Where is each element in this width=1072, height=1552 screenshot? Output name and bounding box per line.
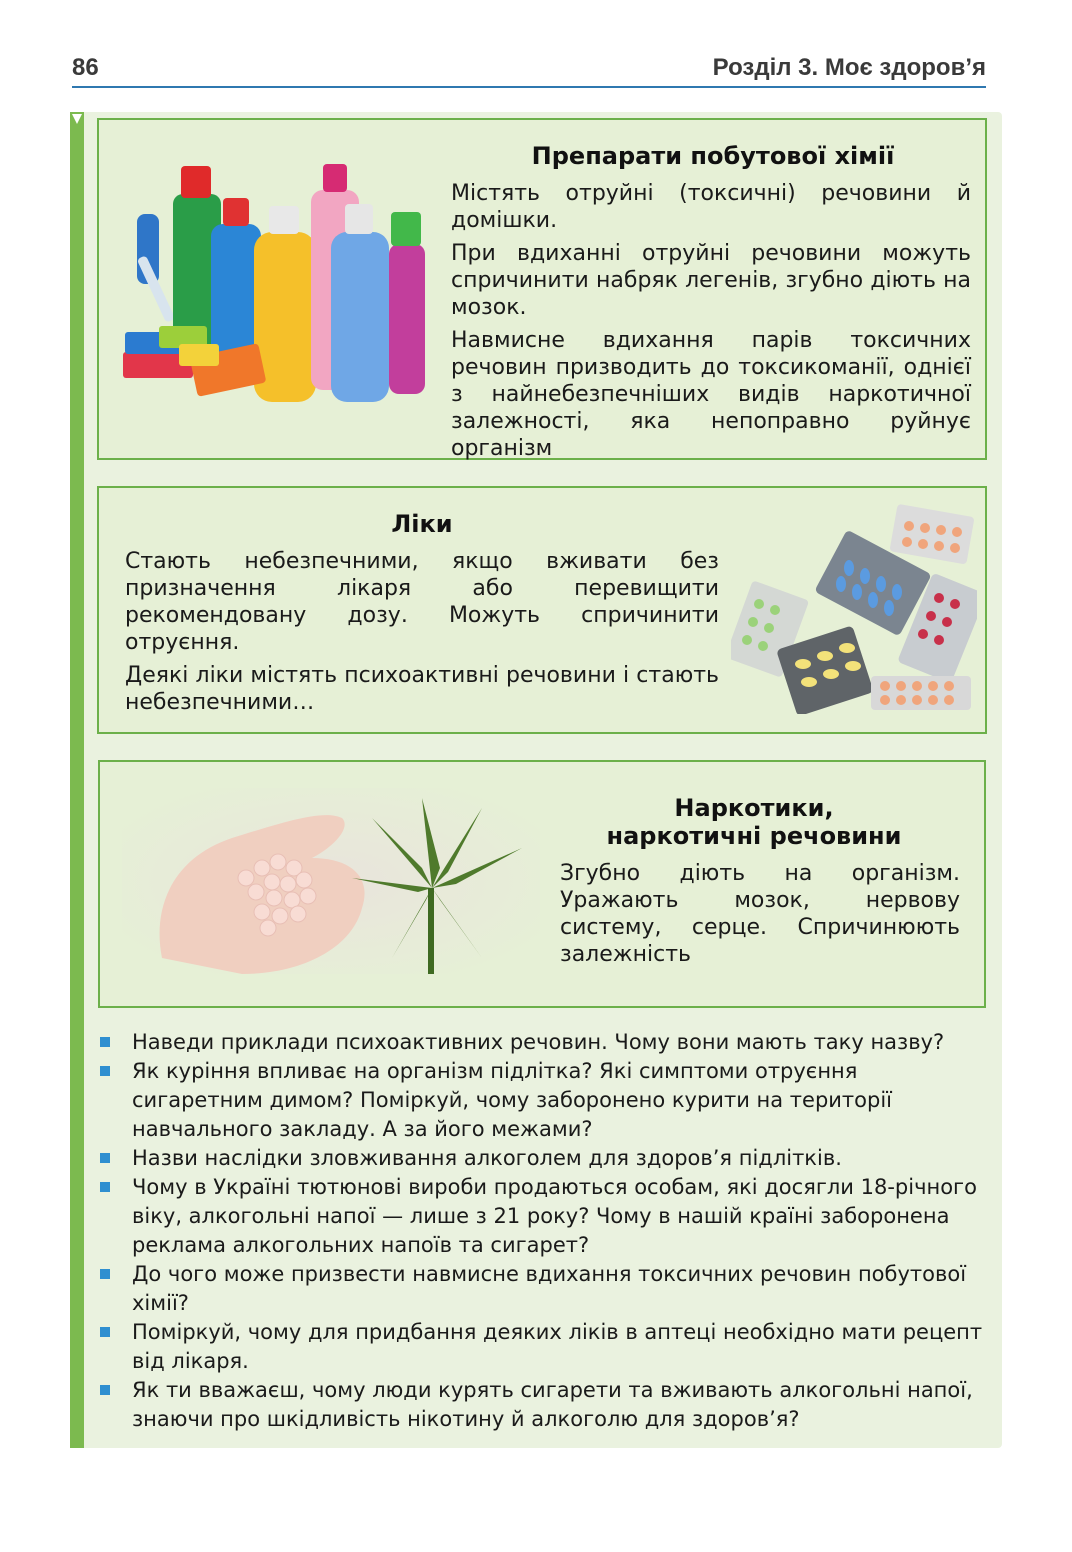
question-item	[100, 1173, 988, 1260]
question-item	[100, 1057, 988, 1144]
panel-side-bar	[70, 112, 84, 1448]
chapter-title: Розділ 3. Моє здоров’я	[712, 54, 986, 81]
household-paragraph: Навмисне вдихання парів токсичних речовин призводить до токсикоманії, однієї з найнебезпечніших видів наркотичної залежності, яка непоправно руйнує організм	[451, 328, 971, 461]
square-bullet-icon	[100, 1037, 110, 1047]
question-item	[100, 1144, 988, 1173]
household-paragraph: При вдиханні отруйні речовини можуть спричинити набряк легенів, згубно діють на мозок.	[451, 241, 971, 320]
question-text: Чому в Україні тютюнові вироби продаються особам, які досягли 18-річного віку, алкогольні напої — лише з 21 року? Чому в нашій країні заборонена реклама алкогольних напоїв та сигарет?	[132, 1175, 977, 1257]
drugs-title-line: Наркотики,	[674, 794, 834, 822]
square-bullet-icon	[100, 1182, 110, 1192]
question-text: Наведи приклади психоактивних речовин. Чому вони мають таку назву?	[132, 1030, 945, 1054]
medicine-paragraph: Стають небезпечними, якщо вживати без призначення лікаря або перевищити рекомендовану дозу. Можуть спричинити отруєння.	[125, 549, 719, 655]
medicine-title: Ліки	[391, 510, 453, 538]
question-text: Поміркуй, чому для придбання деяких ліків в аптеці необхідно мати рецепт від лікаря.	[132, 1320, 983, 1373]
question-text: До чого може призвести навмисне вдихання токсичних речовин побутової хімії?	[132, 1262, 967, 1315]
panel-marker-icon	[72, 114, 82, 124]
questions-list	[100, 1028, 988, 1434]
square-bullet-icon	[100, 1327, 110, 1337]
question-item	[100, 1318, 988, 1376]
household-chemicals-title: Препарати побутової хімії	[531, 142, 895, 170]
square-bullet-icon	[100, 1066, 110, 1076]
hand-pills-cannabis-illustration	[122, 788, 540, 974]
drugs-title	[544, 794, 964, 850]
question-item	[100, 1376, 988, 1434]
medicine-text	[125, 548, 719, 722]
drugs-text	[560, 860, 960, 974]
square-bullet-icon	[100, 1269, 110, 1279]
square-bullet-icon	[100, 1385, 110, 1395]
square-bullet-icon	[100, 1153, 110, 1163]
household-chemicals-box	[97, 118, 987, 460]
cleaning-products-illustration	[119, 154, 439, 412]
medicine-paragraph: Деякі ліки містять психоактивні речовини і стають небезпечними…	[125, 663, 719, 715]
page-number: 86	[72, 54, 99, 81]
pill-blisters-illustration	[731, 504, 977, 714]
question-item	[100, 1260, 988, 1318]
question-text: Як ти вважаєш, чому люди курять сигарети та вживають алкогольні напої, знаючи про шкідливість нікотину й алкоголю для здоров’я?	[132, 1378, 973, 1431]
page-header	[72, 50, 986, 88]
question-text: Назви наслідки зловживання алкоголем для здоров’я підлітків.	[132, 1146, 842, 1170]
question-item	[100, 1028, 988, 1057]
question-text: Як куріння впливає на організм підлітка? Які симптоми отруєння сигаретним димом? Поміркуй, чому заборонено курити на території навчального закладу. А за його межами?	[132, 1059, 892, 1141]
drugs-title-line: наркотичні речовини	[606, 822, 902, 850]
drugs-paragraph: Згубно діють на організм. Уражають мозок, нервову систему, серце. Спричинюють залежність	[560, 861, 960, 967]
drugs-box	[98, 760, 986, 1008]
household-paragraph: Містять отруйні (токсичні) речовини й домішки.	[451, 181, 971, 233]
medicine-box	[97, 486, 987, 734]
household-chemicals-text	[451, 180, 971, 468]
